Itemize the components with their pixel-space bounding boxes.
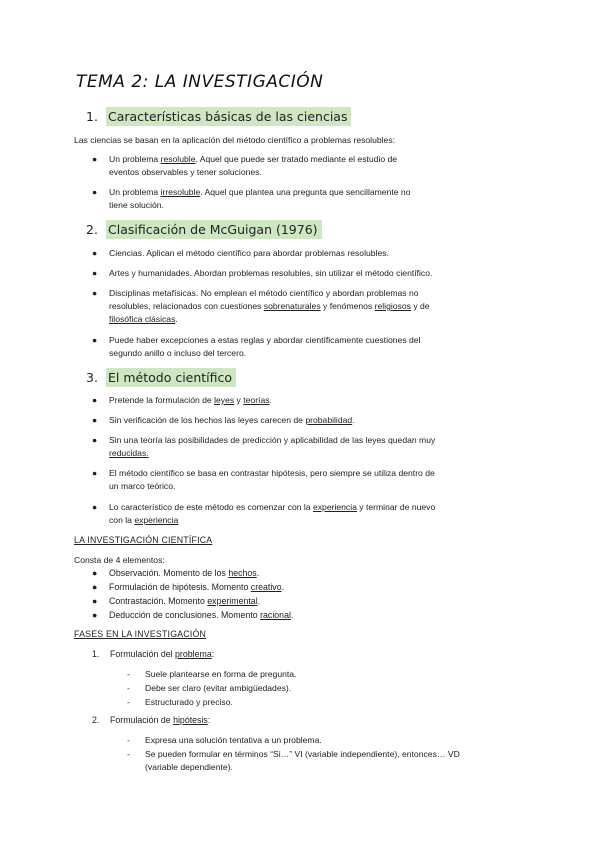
section-3-heading bbox=[86, 368, 236, 387]
text: Se pueden formular en términos “Si…” VI (variable independiente), entonces… VD bbox=[145, 749, 460, 759]
section-2-heading bbox=[86, 220, 322, 239]
text: Debe ser claro (evitar ambigüedades). bbox=[145, 683, 292, 693]
bullet-icon: ● bbox=[92, 154, 98, 164]
underlined-term: experimental bbox=[207, 596, 258, 606]
text: con la bbox=[109, 515, 135, 525]
underlined-term: religiosos bbox=[374, 301, 411, 311]
bullet-icon: ● bbox=[92, 582, 98, 592]
text: Formulación del bbox=[110, 649, 176, 659]
bullet-icon: ● bbox=[92, 610, 98, 620]
item-number: 2. bbox=[92, 715, 100, 725]
text: segundo anillo o incluso del tercero. bbox=[109, 348, 247, 358]
text: Artes y humanidades. Abordan problemas resolubles, sin utilizar el método científico. bbox=[109, 268, 433, 278]
text: Sin verificación de los hechos las leyes carecen de bbox=[109, 415, 306, 425]
bullet-icon: ● bbox=[92, 187, 98, 197]
underlined-term: problema bbox=[175, 649, 212, 659]
bullet-icon: ● bbox=[92, 468, 98, 478]
page-title: TEMA 2: LA INVESTIGACIÓN bbox=[76, 72, 324, 92]
bullet-icon: ● bbox=[92, 288, 98, 298]
text: : bbox=[207, 715, 211, 725]
text: resolubles, relacionados con cuestiones bbox=[109, 301, 264, 311]
underlined-term: filosófica clásicas bbox=[109, 314, 176, 324]
paragraph: Las ciencias se basan en la aplicación del método científico a problemas resolubles: bbox=[74, 135, 396, 145]
text: . bbox=[257, 596, 261, 606]
subheading: LA INVESTIGACIÓN CIENTÍFICA bbox=[74, 535, 213, 545]
text: Puede haber excepciones a estas reglas y abordar científicamente cuestiones del bbox=[109, 335, 421, 345]
text: Expresa una solución tentativa a un problema. bbox=[145, 735, 322, 745]
subheading: FASES EN LA INVESTIGACIÓN bbox=[74, 629, 207, 639]
underlined-term: sobrenaturales bbox=[263, 301, 321, 311]
section-title: Clasificación de McGuigan (1976) bbox=[106, 220, 322, 239]
section-title: El método científico bbox=[106, 368, 236, 387]
text: . bbox=[281, 582, 285, 592]
bullet-icon: ● bbox=[92, 335, 98, 345]
text: Formulación de hipótesis. Momento bbox=[109, 582, 251, 592]
bullet-icon: ● bbox=[92, 268, 98, 278]
text: Estructurado y preciso. bbox=[145, 697, 233, 707]
text: . bbox=[269, 395, 272, 405]
text: Disciplinas metafísicas. No emplean el método científico y abordan problemas no bbox=[109, 288, 419, 298]
text: (variable dependiente). bbox=[145, 762, 233, 772]
bullet-icon: ● bbox=[92, 596, 98, 606]
underlined-term: resoluble bbox=[160, 154, 196, 164]
section-title: Características básicas de las ciencias bbox=[106, 107, 351, 126]
bullet-icon: ● bbox=[92, 415, 98, 425]
text: Ciencias. Aplican el método científico para abordar problemas resolubles. bbox=[109, 248, 389, 258]
underlined-term: irresoluble bbox=[160, 187, 201, 197]
section-number: 3. bbox=[86, 370, 98, 385]
text: . Aquel que puede ser tratado mediante el estudio de bbox=[195, 154, 398, 164]
underlined-term: racional bbox=[260, 610, 291, 620]
text: Un problema bbox=[109, 154, 161, 164]
text: Suele plantearse en forma de pregunta. bbox=[145, 669, 297, 679]
underlined-term: leyes bbox=[214, 395, 235, 405]
text: . bbox=[290, 610, 294, 620]
text: eventos observables y tener soluciones. bbox=[109, 167, 262, 177]
text: y bbox=[234, 395, 244, 405]
text: Deducción de conclusiones. Momento bbox=[109, 610, 261, 620]
text: y terminar de nuevo bbox=[356, 502, 436, 512]
underlined-term: creativo bbox=[250, 582, 282, 592]
item-number: 1. bbox=[92, 649, 100, 659]
text: y fenómenos bbox=[320, 301, 375, 311]
text: un marco teórico. bbox=[109, 481, 176, 491]
text: Pretende la formulación de bbox=[109, 395, 215, 405]
numbered-item bbox=[92, 648, 214, 661]
dash-icon: - bbox=[127, 683, 130, 693]
underlined-term: reducidas. bbox=[109, 448, 149, 458]
text: Sin una teoría las posibilidades de predicción y aplicabilidad de las leyes quedan muy bbox=[109, 435, 436, 445]
underlined-term: experiencia bbox=[134, 515, 179, 525]
text: El método científico se basa en contrastar hipótesis, pero siempre se utiliza dentro de bbox=[109, 468, 435, 478]
bullet-icon: ● bbox=[92, 502, 98, 512]
bullet-icon: ● bbox=[92, 395, 98, 405]
paragraph: Consta de 4 elementos: bbox=[74, 555, 165, 565]
section-number: 2. bbox=[86, 222, 98, 237]
dash-icon: - bbox=[127, 697, 130, 707]
text: . bbox=[256, 568, 260, 578]
underlined-term: experiencia bbox=[312, 502, 357, 512]
text: . Aquel que plantea una pregunta que sencillamente no bbox=[200, 187, 411, 197]
text: y de bbox=[410, 301, 430, 311]
text bbox=[145, 748, 525, 774]
text: . bbox=[352, 415, 355, 425]
section-1-heading bbox=[86, 107, 351, 126]
underlined-term: teorías bbox=[243, 395, 270, 405]
text: Contrastación. Momento bbox=[109, 596, 208, 606]
bullet-icon: ● bbox=[92, 248, 98, 258]
section-number: 1. bbox=[86, 109, 98, 124]
bullet-icon: ● bbox=[92, 435, 98, 445]
dash-icon: - bbox=[127, 669, 130, 679]
text: Lo característico de este método es comenzar con la bbox=[109, 502, 313, 512]
text: Un problema bbox=[109, 187, 161, 197]
numbered-item bbox=[92, 714, 210, 727]
text: : bbox=[211, 649, 215, 659]
dash-icon: - bbox=[127, 749, 130, 759]
underlined-term: probabilidad bbox=[305, 415, 353, 425]
text: Formulación de bbox=[110, 715, 174, 725]
text: Observación. Momento de los bbox=[109, 568, 229, 578]
text: . bbox=[175, 314, 178, 324]
dash-icon: - bbox=[127, 735, 130, 745]
underlined-term: hipótesis bbox=[173, 715, 208, 725]
bullet-icon: ● bbox=[92, 568, 98, 578]
underlined-term: hechos bbox=[228, 568, 257, 578]
text: tiene solución. bbox=[109, 200, 164, 210]
